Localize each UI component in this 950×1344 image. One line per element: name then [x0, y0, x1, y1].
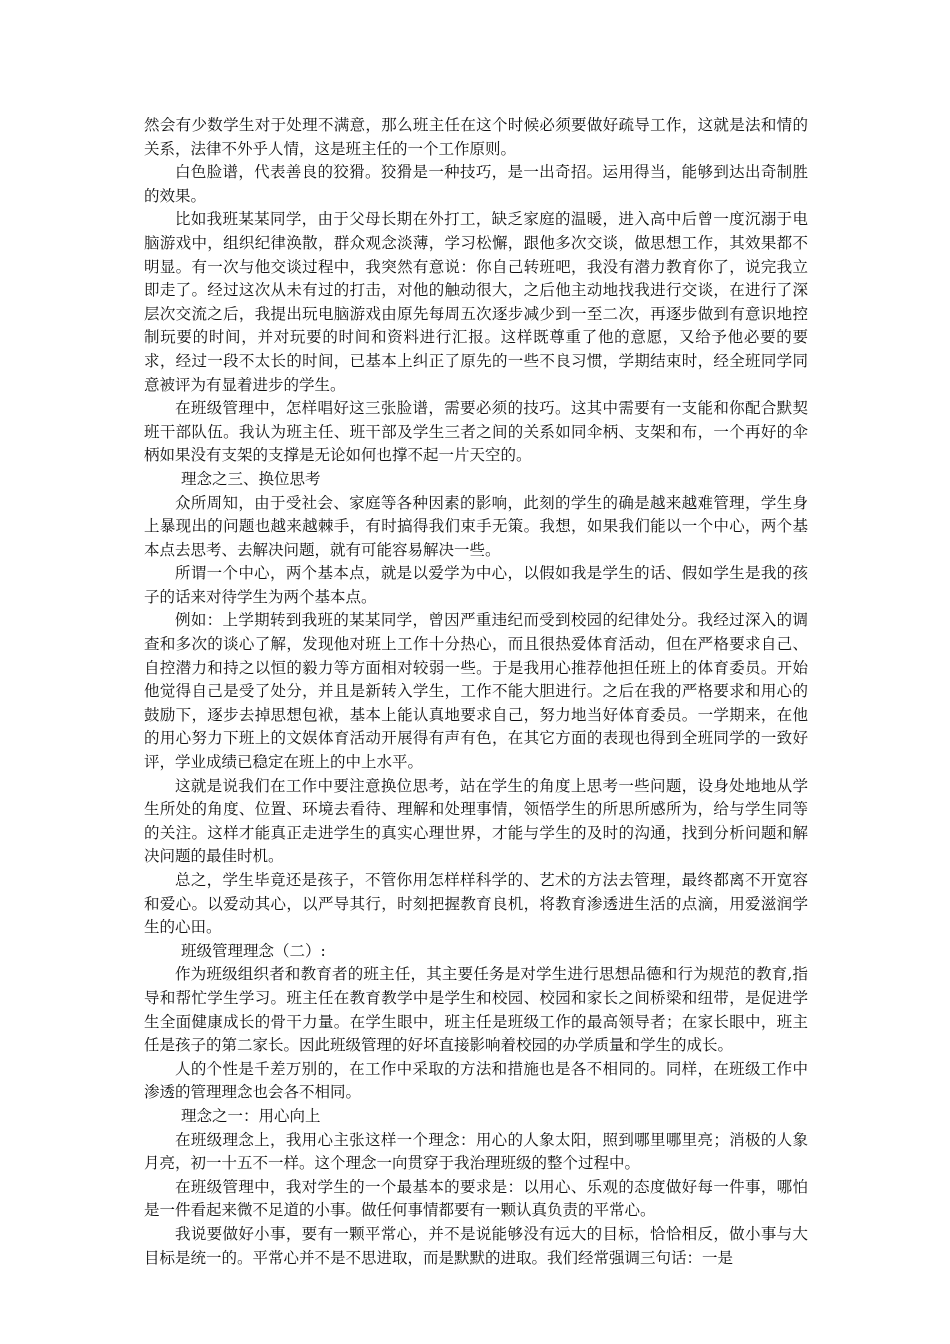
section-heading: 班级管理理念（二）: [181, 941, 326, 960]
paragraph: 我说要做好小事，要有一颗平常心，并不是说能够没有远大的目标，恰恰相反，做小事与大目标是统一的。平常心并不是不思进取，而是默默的进取。我们经常强调三句话：一是 [144, 1224, 808, 1267]
paragraph: 所谓一个中心，两个基本点，就是以爱学为中心，以假如我是学生的话、假如学生是我的孩子的话来对待学生为两个基本点。 [144, 564, 808, 606]
paragraph: 例如：上学期转到我班的某某同学，曾因严重违纪而受到校园的纪律处分。我经过深入的调查和多次的谈心了解，发现他对班上工作十分热心，而且很热爱体育活动，但在严格要求自己、自控潜力和持之以恒的毅力等方面相对较弱一些。于是我用心推荐他担任班上的体育委员。开始他觉得自己是受了处分，并且是新转入学生，工作不能大胆进行。之后在我的严格要求和用心的鼓励下，逐步去掉思想包袱，基本上能认真地要求自己，努力地当好体育委员。一学期来，在他的用心努力下班上的文娱体育活动开展得有声有色，在其它方面的表现也得到全班同学的一致好评，学业成绩已稳定在班上的中上水平。 [144, 611, 808, 772]
paragraph: 比如我班某某同学，由于父母长期在外打工，缺乏家庭的温暖，进入高中后曾一度沉溺于电脑游戏中，组织纪律涣散，群众观念淡薄，学习松懈，跟他多次交谈，做思想工作，其效果都不明显。有一次与他交谈过程中，我突然有意说：你自己转班吧，我没有潜力教育你了，说完我立即走了。经过这次从未有过的打击，对他的触动很大，之后他主动地找我进行交谈，在进行了深层次交流之后，我提出玩电脑游戏由原先每周五次逐步减少到一至二次，再逐步做到有意识地控制玩要的时间，并对玩要的时间和资料进行汇报。这样既尊重了他的意愿，又给予他必要的要求，经过一段不太长的时间，已基本上纠正了原先的一些不良习惯，学期结束时，经全班同学同意被评为有显着进步的学生。 [144, 210, 808, 394]
paragraph: 众所周知，由于受社会、家庭等各种因素的影响，此刻的学生的确是越来越难管理，学生身上暴现出的问题也越来越棘手，有时搞得我们束手无策。我想，如果我们能以一个中心，两个基本点去思考、去解决问题，就有可能容易解决一些。 [144, 493, 808, 559]
paragraph: 然会有少数学生对于处理不满意，那么班主任在这个时候必须要做好疏导工作，这就是法和情的关系，法律不外乎人情，这是班主任的一个工作原则。 [144, 116, 808, 158]
paragraph: 白色脸谱，代表善良的狡猾。狡猾是一种技巧，是一出奇招。运用得当，能够到达出奇制胜的效果。 [144, 163, 808, 205]
paragraph: 作为班级组织者和教育者的班主任，其主要任务是对学生进行思想品德和行为规范的教育,指导和帮忙学生学习。班主任在教育教学中是学生和校园、校园和家长之间桥梁和纽带，是促进学生全面健康成长的骨干力量。在学生眼中，班主任是班级工作的最高领导者；在家长眼中，班主任是孩子的第二家长。因此班级管理的好坏直接影响着校园的办学质量和学生的成长。 [144, 965, 808, 1055]
paragraph: 这就是说我们在工作中要注意换位思考，站在学生的角度上思考一些问题，设身处地地从学生所处的角度、位置、环境去看待、理解和处理事情，领悟学生的所思所感所为，给与学生同等的关注。这样才能真正走进学生的真实心理世界，才能与学生的及时的沟通，找到分析问题和解决问题的最佳时机。 [144, 776, 808, 866]
paragraph: 在班级管理中，我对学生的一个最基本的要求是：以用心、乐观的态度做好每一件事，哪怕是一件看起来微不足道的小事。做任何事情都要有一颗认真负责的平常心。 [144, 1177, 808, 1220]
paragraph: 在班级理念上，我用心主张这样一个理念：用心的人象太阳，照到哪里哪里亮；消极的人象月亮，初一十五不一样。这个理念一向贯穿于我治理班级的整个过程中。 [144, 1130, 808, 1173]
paragraph: 人的个性是千差万别的，在工作中采取的方法和措施也是各不相同的。同样，在班级工作中渗透的管理理念也会各不相同。 [144, 1059, 808, 1102]
document-page [144, 114, 808, 1270]
section-heading: 理念之三、换位思考 [181, 469, 321, 488]
paragraph: 总之，学生毕竟还是孩子，不管你用怎样样科学的、艺术的方法去管理，最终都离不开宽容和爱心。以爱动其心，以严导其行，时刻把握教育良机，将教育渗透进生活的点滴，用爱滋润学生的心田。 [144, 871, 808, 937]
section-heading: 理念之一：用心向上 [181, 1106, 321, 1125]
paragraph: 在班级管理中，怎样唱好这三张脸谱，需要必须的技巧。这其中需要有一支能和你配合默契班干部队伍。我认为班主任、班干部及学生三者之间的关系如同伞柄、支架和布，一个再好的伞柄如果没有支架的支撑是无论如何也撑不起一片天空的。 [144, 399, 808, 465]
